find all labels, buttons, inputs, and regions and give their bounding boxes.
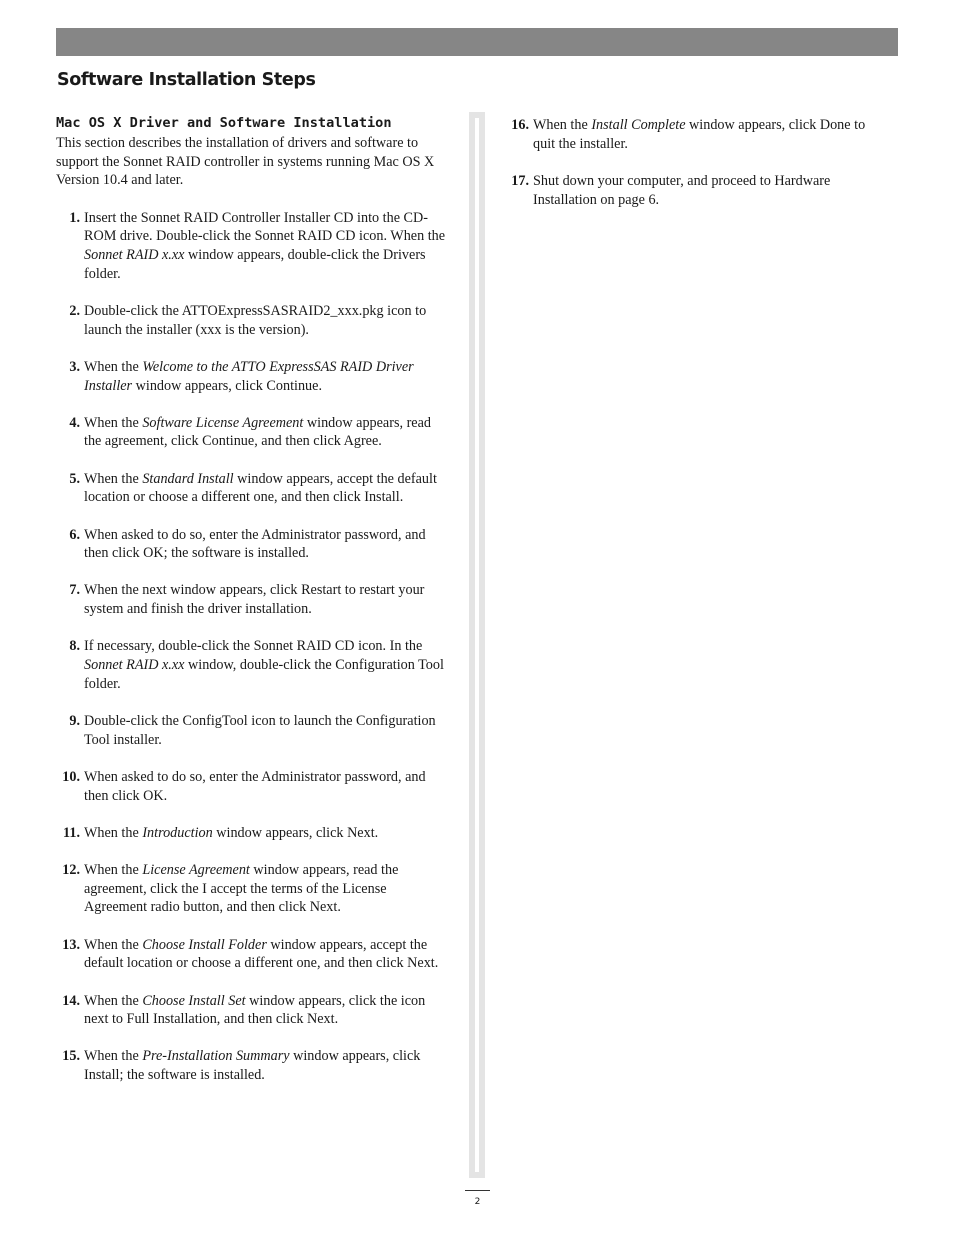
step-item [56,992,451,1029]
step-text: When the next window appears, click Restart to restart your system and finish the driver installation. [84,582,425,618]
step-text: When the Install Complete window appears, click Done to quit the installer. [533,117,866,152]
step-text: Double-click the ConfigTool icon to launch the Configuration Tool installer. [84,712,436,748]
steps-list-right [505,116,885,209]
intro-paragraph: This section describes the installation of drivers and software to support the Sonnet RAID controller in systems running Mac OS X Version 10.4 and later. [56,135,435,189]
step-text: Double-click the ATTOExpressSASRAID2_xxx.pkg icon to launch the installer (xxx is the version). [84,302,427,338]
step-text: When the License Agreement window appears, read the agreement, click the I accept the terms of the License Agreement radio button, and then click Next. [84,861,399,916]
step-text: Insert the Sonnet RAID Controller Installer CD into the CD-ROM drive. Double-click the Sonnet RAID CD icon. When the Sonnet RAID x.xx window appears, double-click the Drivers folder. [84,209,446,282]
window-name: Sonnet RAID x.xx [84,247,185,264]
window-name: Sonnet RAID x.xx [84,657,185,674]
window-name: Standard Install [142,470,234,487]
step-number: 4. [69,414,80,431]
window-name: Install Complete [591,117,686,133]
step-number: 1. [69,209,80,226]
step-number: 5. [69,470,80,487]
step-item [56,302,451,339]
step-number: 12. [62,861,80,878]
column-divider [469,112,485,1178]
step-text: If necessary, double-click the Sonnet RAID CD icon. In the Sonnet RAID x.xx window, double-click the Configuration Tool folder. [84,638,444,692]
window-name: Choose Install Folder [142,936,267,953]
step-item [56,712,451,749]
step-number: 10. [62,768,80,785]
steps-list-left [56,209,451,1085]
step-text: When the Software License Agreement window appears, read the agreement, click Continue, and then click Agree. [84,414,431,450]
window-name: Software License Agreement [142,414,304,431]
step-text: When the Choose Install Folder window appears, accept the default location or choose a different one, and then click Next. [84,936,439,972]
step-number: 2. [69,302,80,319]
right-column [505,116,885,209]
section-heading: Mac OS X Driver and Software Installation [56,115,392,131]
window-name: Choose Install Set [142,992,246,1009]
step-number: 9. [69,712,80,729]
window-name: Introduction [142,824,213,841]
step-text: When the Pre-Installation Summary window appears, click Install; the software is installed. [84,1048,421,1084]
page-number: 2 [474,1197,481,1207]
step-item [56,861,451,917]
left-column [56,114,451,1085]
step-text: When asked to do so, enter the Administrator password, and then click OK. [84,768,426,804]
step-item [56,768,451,805]
header-bar [56,28,898,56]
step-item [505,116,885,153]
step-number: 8. [69,638,80,655]
step-item [56,526,451,563]
window-name: License Agreement [142,861,250,878]
step-number: 11. [63,824,80,841]
step-item [56,637,451,693]
step-text: When the Standard Install window appears, accept the default location or choose a different one, and then click Install. [84,470,437,506]
step-number: 13. [62,936,80,953]
step-text: When the Welcome to the ATTO ExpressSAS RAID Driver Installer window appears, click Continue. [84,358,414,394]
step-item [56,414,451,451]
window-name: Welcome to the ATTO ExpressSAS RAID Driver Installer [84,358,414,394]
step-item [56,1047,451,1084]
step-text: When asked to do so, enter the Administrator password, and then click OK; the software is installed. [84,526,426,562]
step-number: 16. [511,117,529,133]
step-item [56,470,451,507]
step-item [56,824,451,843]
step-number: 7. [69,582,80,599]
step-text: When the Choose Install Set window appears, click the icon next to Full Installation, and then click Next. [84,992,426,1028]
page-title: Software Installation Steps [57,70,316,90]
step-item [56,936,451,973]
step-number: 14. [62,992,80,1009]
column-divider-inner [475,118,479,1172]
step-item [56,581,451,618]
window-name: Pre-Installation Summary [142,1048,290,1065]
step-number: 17. [511,172,529,189]
step-number: 3. [69,358,80,375]
step-text: Shut down your computer, and proceed to Hardware Installation on page 6. [533,172,831,208]
footer-rule [465,1190,490,1191]
step-text: When the Introduction window appears, click Next. [84,824,379,841]
step-item [56,358,451,395]
step-item [56,209,451,284]
step-number: 6. [69,526,80,543]
step-number: 15. [62,1048,80,1065]
step-item [505,172,885,209]
